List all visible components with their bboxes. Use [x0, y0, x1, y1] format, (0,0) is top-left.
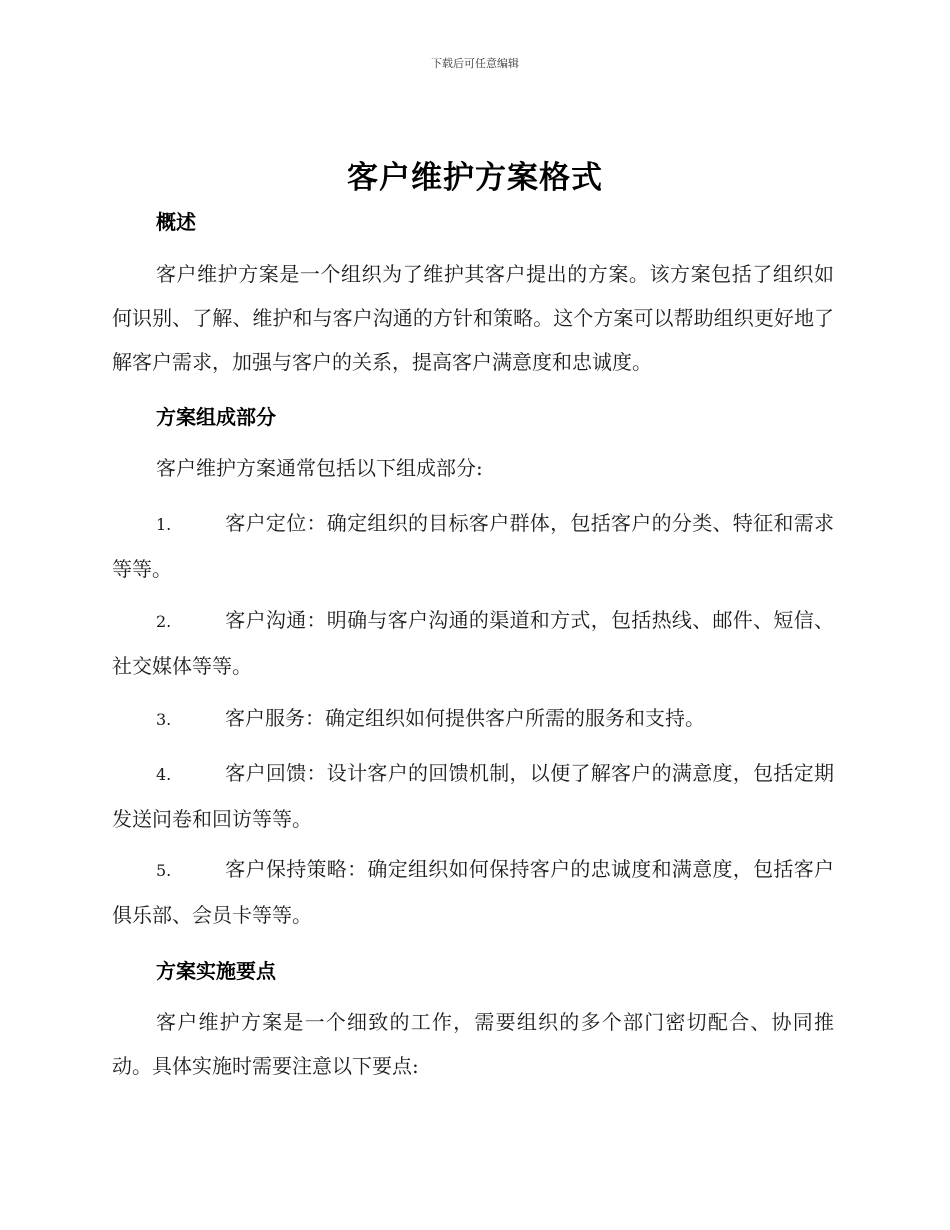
list-number: 2.: [156, 612, 172, 631]
list-item-2: [112, 598, 834, 688]
list-item-text: 客户定位：确定组织的目标客户群体，包括客户的分类、特征和需求等等。: [112, 511, 834, 581]
list-item-text: 客户回馈：设计客户的回馈机制，以便了解客户的满意度，包括定期发送问卷和回访等等。: [112, 761, 834, 831]
list-item-4: [112, 751, 834, 841]
list-number: 5.: [156, 861, 172, 880]
list-number: 3.: [156, 710, 172, 729]
list-item-3: [112, 696, 834, 742]
list-item-text: 客户服务：确定组织如何提供客户所需的服务和支持。: [225, 706, 705, 730]
list-number: 1.: [156, 515, 172, 534]
list-item-text: 客户沟通：明确与客户沟通的渠道和方式，包括热线、邮件、短信、社交媒体等等。: [112, 608, 834, 678]
list-item-text: 客户保持策略：确定组织如何保持客户的忠诚度和满意度，包括客户俱乐部、会员卡等等。: [112, 857, 834, 927]
list-item-1: [112, 501, 834, 591]
section-heading-overview: 概述: [156, 210, 196, 234]
document-title: 客户维护方案格式: [347, 160, 603, 196]
list-number: 4.: [156, 765, 172, 784]
overview-paragraph: 客户维护方案是一个组织为了维护其客户提出的方案。该方案包括了组织如何识别、了解、维护和与客户沟通的方针和策略。这个方案可以帮助组织更好地了解客户需求，加强与客户的关系，提高客户满意度和忠诚度。: [112, 262, 834, 374]
components-intro-block: [112, 446, 834, 490]
implementation-paragraph-block: [112, 1000, 834, 1088]
overview-paragraph-block: [112, 252, 834, 384]
header-note: 下载后可任意编辑: [431, 57, 519, 70]
components-intro: 客户维护方案通常包括以下组成部分:: [156, 456, 483, 480]
section-heading-components: 方案组成部分: [156, 405, 276, 429]
implementation-paragraph: 客户维护方案是一个细致的工作，需要组织的多个部门密切配合、协同推动。具体实施时需要注意以下要点:: [112, 1010, 834, 1078]
list-item-5: [112, 847, 834, 937]
section-heading-implementation: 方案实施要点: [156, 959, 276, 983]
